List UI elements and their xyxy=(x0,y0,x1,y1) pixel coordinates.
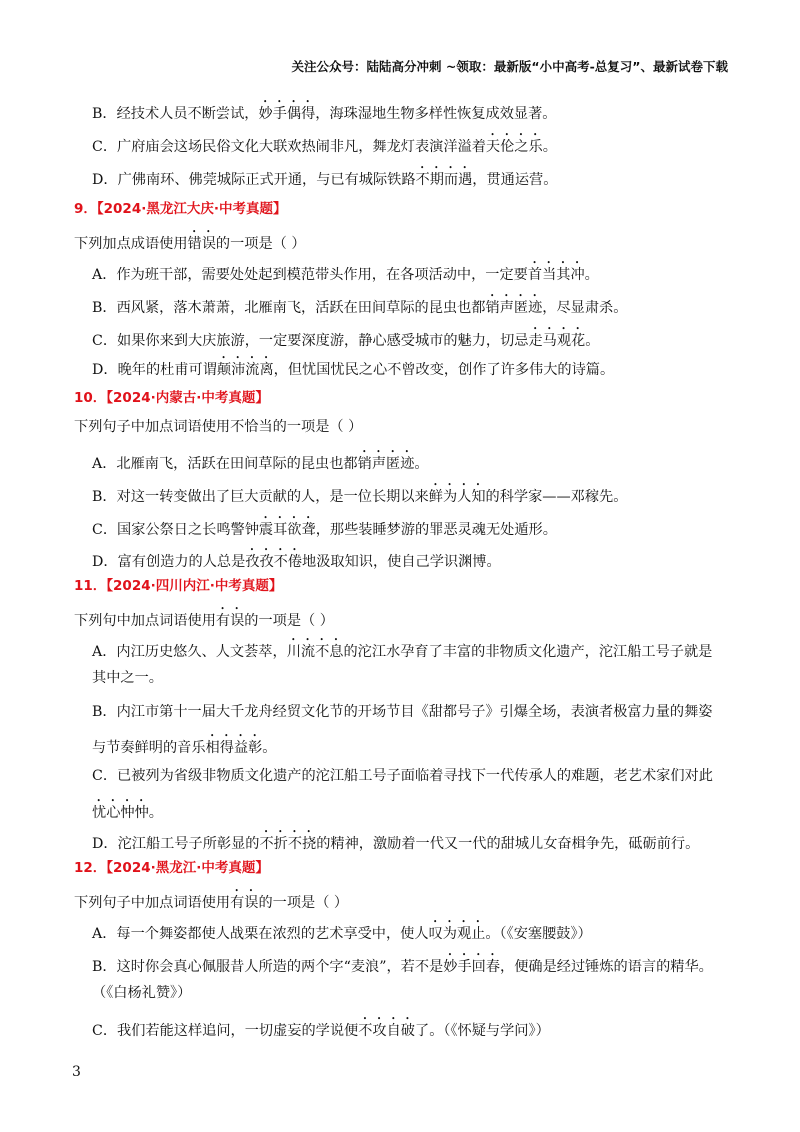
page-number: 3 xyxy=(72,1064,81,1080)
line-text: B．西风紧，落木萧萧，北雁南飞，活跃在田间草际的昆虫也都 xyxy=(92,300,486,316)
dotted-term: 走马观花 xyxy=(528,333,586,349)
option-line xyxy=(92,918,592,944)
line-text: A．每一个舞姿都使人战栗在浓烈的艺术享受中，使人 xyxy=(92,926,429,942)
line-text: A．作为班干部，需要处处起到模范带头作用，在各项活动中，一定要 xyxy=(92,267,528,283)
line-text: 与节奏鲜明的音乐 xyxy=(92,740,206,756)
line-text: 11．【2024·四川内江·中考真题】 xyxy=(74,578,283,594)
dotted-term: 忧心忡忡 xyxy=(92,805,149,821)
line-text: B．对这一转变做出了巨大贡献的人，是一位长期以来 xyxy=(92,489,429,505)
question-stem xyxy=(74,228,306,254)
option-line xyxy=(92,546,501,572)
line-text: C．广府庙会这场民俗文化大联欢热闹非凡，舞龙灯表演洋溢着 xyxy=(92,139,486,155)
line-text: C．我们若能这样追问，一切虚妄的学说便 xyxy=(92,1023,359,1039)
option-line xyxy=(92,636,712,662)
dotted-term: 天伦之乐 xyxy=(485,139,543,155)
option-line xyxy=(92,951,713,977)
line-text: 。 xyxy=(148,805,163,821)
line-text: ，尽显肃杀。 xyxy=(542,300,628,316)
line-text: ，但忧国忧民之心不曾改变，创作了许多伟大的诗篇。 xyxy=(273,362,615,378)
dotted-term: 不期而遇 xyxy=(415,172,473,188)
line-text: （《白杨礼赞》） xyxy=(92,985,192,1001)
dotted-term: 叹为观止 xyxy=(428,926,486,942)
dotted-term: 妙手回春 xyxy=(443,959,501,975)
line-text: B．内江市第十一届大千龙舟经贸文化节的开场节目《甜都号子》引爆全场，表演者极富力量的舞姿 xyxy=(92,704,713,720)
page-header: 关注公众号：陆陆高分冲刺 ~领取：最新版“小中高考-总复习”、最新试卷下载 xyxy=(291,59,728,74)
line-text: A．内江历史悠久、人文荟萃， xyxy=(92,644,287,660)
line-text: 。 xyxy=(414,456,429,472)
line-text: C．如果你来到大庆旅游，一定要深度游，静心感受城市的魅力，切忌 xyxy=(92,333,529,349)
line-text: 其中之一。 xyxy=(92,670,163,686)
dotted-term: 销声匿迹 xyxy=(357,456,415,472)
line-text: ，海珠湿地生物多样性恢复成效显著。 xyxy=(315,106,557,122)
question-heading xyxy=(74,576,282,596)
line-text: 的精神，激励着一代又一代的甜城儿女奋楫争先，砥砺前行。 xyxy=(316,836,700,852)
line-text: B．这时你会真心佩服昔人所造的两个字“麦浪”，若不是 xyxy=(92,959,444,975)
option-line xyxy=(92,732,276,758)
line-text: 10．【2024·内蒙古·中考真题】 xyxy=(74,390,269,406)
option-line xyxy=(92,325,599,351)
dotted-term: 不折不挠 xyxy=(259,836,317,852)
line-text: 的一项是（ ） xyxy=(258,895,349,911)
line-text: 下列句子中加点词语使用 xyxy=(74,895,231,911)
line-text: 。 xyxy=(542,139,557,155)
dotted-term: 川流不息 xyxy=(286,644,344,660)
option-line xyxy=(92,98,556,124)
question-heading xyxy=(74,858,269,878)
line-text: ，那些装睡梦游的罪恶灵魂无处遁形。 xyxy=(315,522,557,538)
dotted-term: 错误 xyxy=(187,236,216,252)
line-text: D．晚年的杜甫可谓 xyxy=(92,362,217,378)
option-line xyxy=(92,702,713,722)
line-text: ，便确是经过锤炼的语言的精华。 xyxy=(500,959,713,975)
dotted-term: 有误 xyxy=(230,895,259,911)
line-text: 。 xyxy=(585,333,600,349)
option-line xyxy=(92,983,191,1003)
dotted-term: 相得益彰 xyxy=(205,740,263,756)
question-heading xyxy=(74,388,269,408)
line-text: 下列加点成语使用 xyxy=(74,236,188,252)
line-text: 的一项是（ ） xyxy=(244,613,334,629)
line-text: C．国家公祭日之长鸣警钟 xyxy=(92,522,259,538)
line-text: 的科学家——邓稼先。 xyxy=(485,489,628,505)
dotted-term: 妙手偶得 xyxy=(258,106,316,122)
option-line xyxy=(92,1015,550,1041)
line-text: D．广佛南环、佛莞城际正式开通，与已有城际铁路 xyxy=(92,172,416,188)
line-text: 。 xyxy=(584,267,599,283)
line-text: 9．【2024·黑龙江大庆·中考真题】 xyxy=(74,201,287,217)
line-text: 的沱江水孕育了丰富的非物质文化遗产，沱江船工号子就是 xyxy=(343,644,713,660)
option-line xyxy=(92,354,614,380)
line-text: 了。（《怀疑与学问》） xyxy=(415,1023,550,1039)
dotted-term: 震耳欲聋 xyxy=(258,522,316,538)
line-text: 地汲取知识，使自己学识渊博。 xyxy=(302,554,501,570)
line-text: 。（《安塞腰鼓》） xyxy=(485,926,592,942)
question-stem xyxy=(74,417,362,437)
line-text: 下列句中加点词语使用 xyxy=(74,613,216,629)
option-line xyxy=(92,481,627,507)
line-text: D．富有创造力的人总是 xyxy=(92,554,246,570)
option-line xyxy=(92,766,713,786)
option-line xyxy=(92,131,557,157)
dotted-term: 有误 xyxy=(215,613,245,629)
option-line xyxy=(92,797,163,823)
dotted-term: 不攻自破 xyxy=(358,1023,415,1039)
option-line xyxy=(92,514,557,540)
line-text: 的一项是（ ） xyxy=(215,236,306,252)
option-line xyxy=(92,292,627,318)
option-line xyxy=(92,448,429,474)
option-line xyxy=(92,668,163,688)
dotted-term: 首当其冲 xyxy=(527,267,585,283)
line-text: B．经技术人员不断尝试， xyxy=(92,106,259,122)
dotted-term: 鲜为人知 xyxy=(428,489,486,505)
question-stem xyxy=(74,605,334,631)
line-text: A．北雁南飞，活跃在田间草际的昆虫也都 xyxy=(92,456,358,472)
question-heading xyxy=(74,199,286,219)
option-line xyxy=(92,164,557,190)
line-text: D．沱江船工号子所彰显的 xyxy=(92,836,260,852)
line-text: 12．【2024·黑龙江·中考真题】 xyxy=(74,860,269,876)
line-text: C．已被列为省级非物质文化遗产的沱江船工号子面临着寻找下一代传承人的难题，老艺术家们对此 xyxy=(92,768,713,784)
option-line xyxy=(92,259,599,285)
option-line xyxy=(92,828,699,854)
dotted-term: 孜孜不倦 xyxy=(245,554,303,570)
dotted-term: 销声匿迹 xyxy=(485,300,543,316)
line-text: ，贯通运营。 xyxy=(472,172,558,188)
question-stem xyxy=(74,887,348,913)
dotted-term: 颠沛流离 xyxy=(216,362,274,378)
line-text: 下列句子中加点词语使用不恰当的一项是（ ） xyxy=(74,419,363,435)
line-text: 。 xyxy=(262,740,277,756)
